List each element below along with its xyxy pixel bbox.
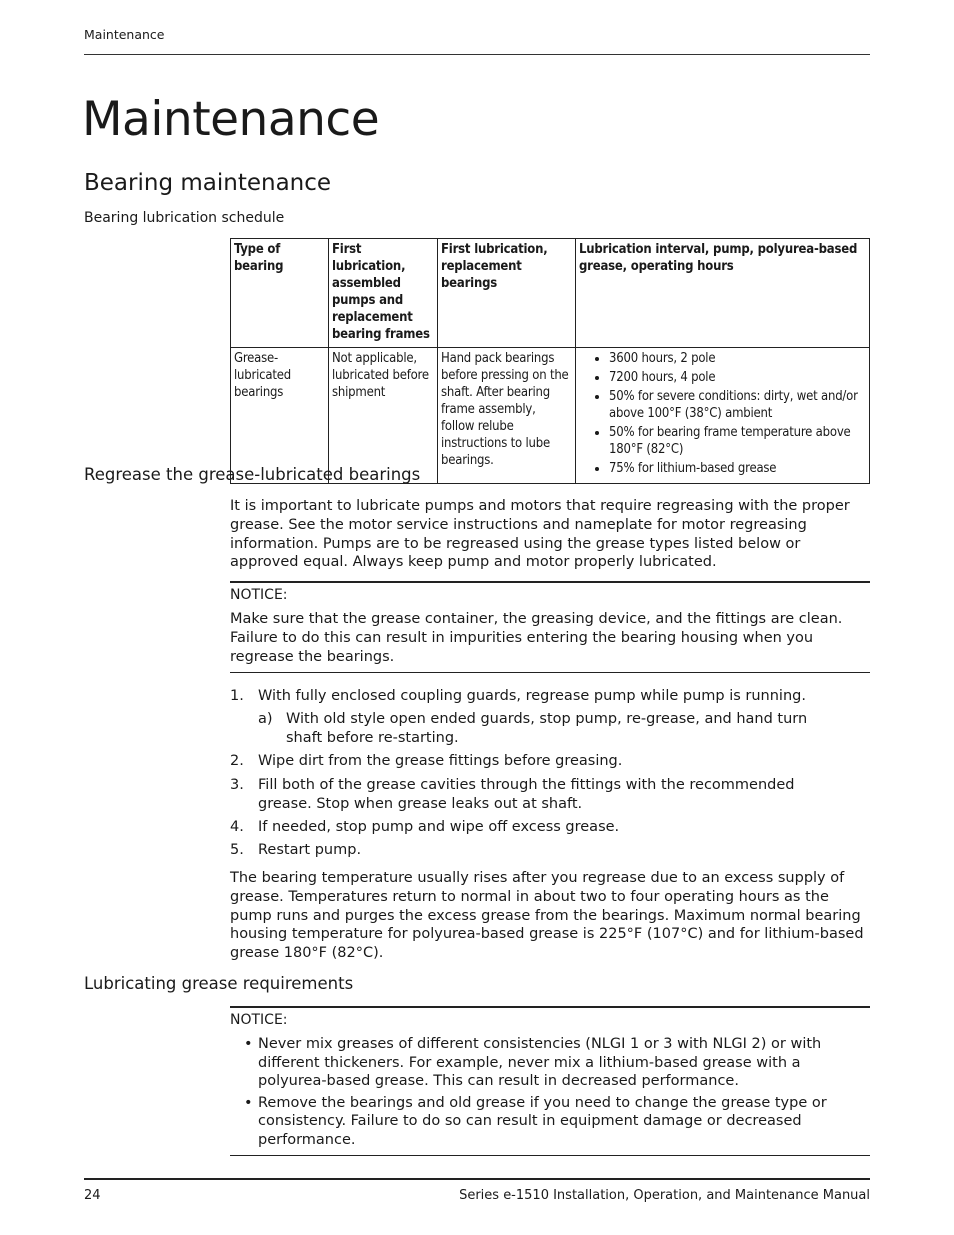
table-header-cell: First lubrication, replacement bearings <box>438 239 576 348</box>
table-header-cell: Type of bearing <box>231 239 329 348</box>
table-caption: Bearing lubrication schedule <box>84 210 285 226</box>
step-number: 1. <box>230 688 244 704</box>
list-item: • 50% for bearing frame temperature above 180°F (82°C) <box>609 424 866 458</box>
notice-top-rule <box>230 1006 870 1008</box>
list-item: • Remove the bearings and old grease if you need to change the grease type or consistency. Failure to do so can result in equipment damage or decreased performance. <box>244 1094 870 1150</box>
interval-list <box>579 350 866 477</box>
regrease-heading: Regrease the grease-lubricated bearings <box>84 465 421 484</box>
notice-label: NOTICE: <box>230 587 288 603</box>
step-text: If needed, stop pump and wipe off excess grease. <box>258 819 620 835</box>
step-number: 3. <box>230 777 244 793</box>
list-item: • 3600 hours, 2 pole <box>609 350 866 367</box>
list-item: • 50% for severe conditions: dirty, wet and/or above 100°F (38°C) ambient <box>609 388 866 422</box>
document-title: Series e-1510 Installation, Operation, and Maintenance Manual <box>459 1188 870 1203</box>
running-header: Maintenance <box>84 27 165 42</box>
list-item: • Never mix greases of different consistencies (NLGI 1 or 3 with NLGI 2) or with different thickeners. For example, never mix a lithium-based grease with a polyurea-based grease. This can result in decreased performance. <box>244 1035 870 1091</box>
table-cell-intervals <box>576 348 870 484</box>
section-title: Bearing maintenance <box>84 170 332 196</box>
regrease-outro: The bearing temperature usually rises after you regrease due to an excess supply of grease. Temperatures return to normal in about two to four operating hours as the pump runs and purges the excess grease from the bearings. Maximum normal bearing housing temperature for polyurea-based grease is 225°F (107°C) and for lithium-based grease 180°F (82°C). <box>230 870 864 962</box>
step-text: Wipe dirt from the grease fittings before greasing. <box>258 753 623 769</box>
notice-top-rule <box>230 581 870 583</box>
step-text: Fill both of the grease cavities through the fittings with the recommended grease. Stop when grease leaks out at shaft. <box>258 777 795 812</box>
requirements-list <box>244 1035 870 1153</box>
table-cell-bearing-type: Grease-lubricated bearings <box>231 348 329 484</box>
table-header-row <box>231 239 870 348</box>
step-number: 5. <box>230 842 244 858</box>
table-row <box>231 348 870 484</box>
table-cell-first-replacement: Hand pack bearings before pressing on the shaft. After bearing frame assembly, follow relube instructions to lube bearings. <box>438 348 576 484</box>
page-number: 24 <box>84 1188 101 1203</box>
step-number: a) <box>258 711 273 727</box>
list-item: • 75% for lithium-based grease <box>609 460 866 477</box>
table-header-cell: First lubrication, assembled pumps and replacement bearing frames <box>329 239 438 348</box>
step-text: With old style open ended guards, stop pump, re-grease, and hand turn shaft before re-starting. <box>286 711 808 746</box>
lubrication-schedule-table <box>230 238 870 484</box>
list-item: • 7200 hours, 4 pole <box>609 369 866 386</box>
step-number: 2. <box>230 753 244 769</box>
table-header-cell: Lubrication interval, pump, polyurea-based grease, operating hours <box>576 239 870 348</box>
step-text: Restart pump. <box>258 842 362 858</box>
table-cell-first-assembled: Not applicable, lubricated before shipment <box>329 348 438 484</box>
notice-bottom-rule <box>230 672 870 673</box>
notice-text: Make sure that the grease container, the greasing device, and the fittings are clean. Failure to do this can result in impurities entering the bearing housing when you regrease the bearings. <box>230 611 843 665</box>
footer-divider <box>84 1178 870 1180</box>
header-divider <box>84 54 870 55</box>
step-text: With fully enclosed coupling guards, regrease pump while pump is running. <box>258 688 806 704</box>
notice-bottom-rule <box>230 1155 870 1156</box>
regrease-intro: It is important to lubricate pumps and motors that require regreasing with the proper grease. See the motor service instructions and nameplate for motor regreasing information. Pumps are to be regreased using the grease types listed below or approved equal. Always keep pump and motor properly lubricated. <box>230 498 850 571</box>
step-number: 4. <box>230 819 244 835</box>
requirements-heading: Lubricating grease requirements <box>84 974 354 993</box>
page-title: Maintenance <box>82 92 380 147</box>
notice-label: NOTICE: <box>230 1012 288 1028</box>
